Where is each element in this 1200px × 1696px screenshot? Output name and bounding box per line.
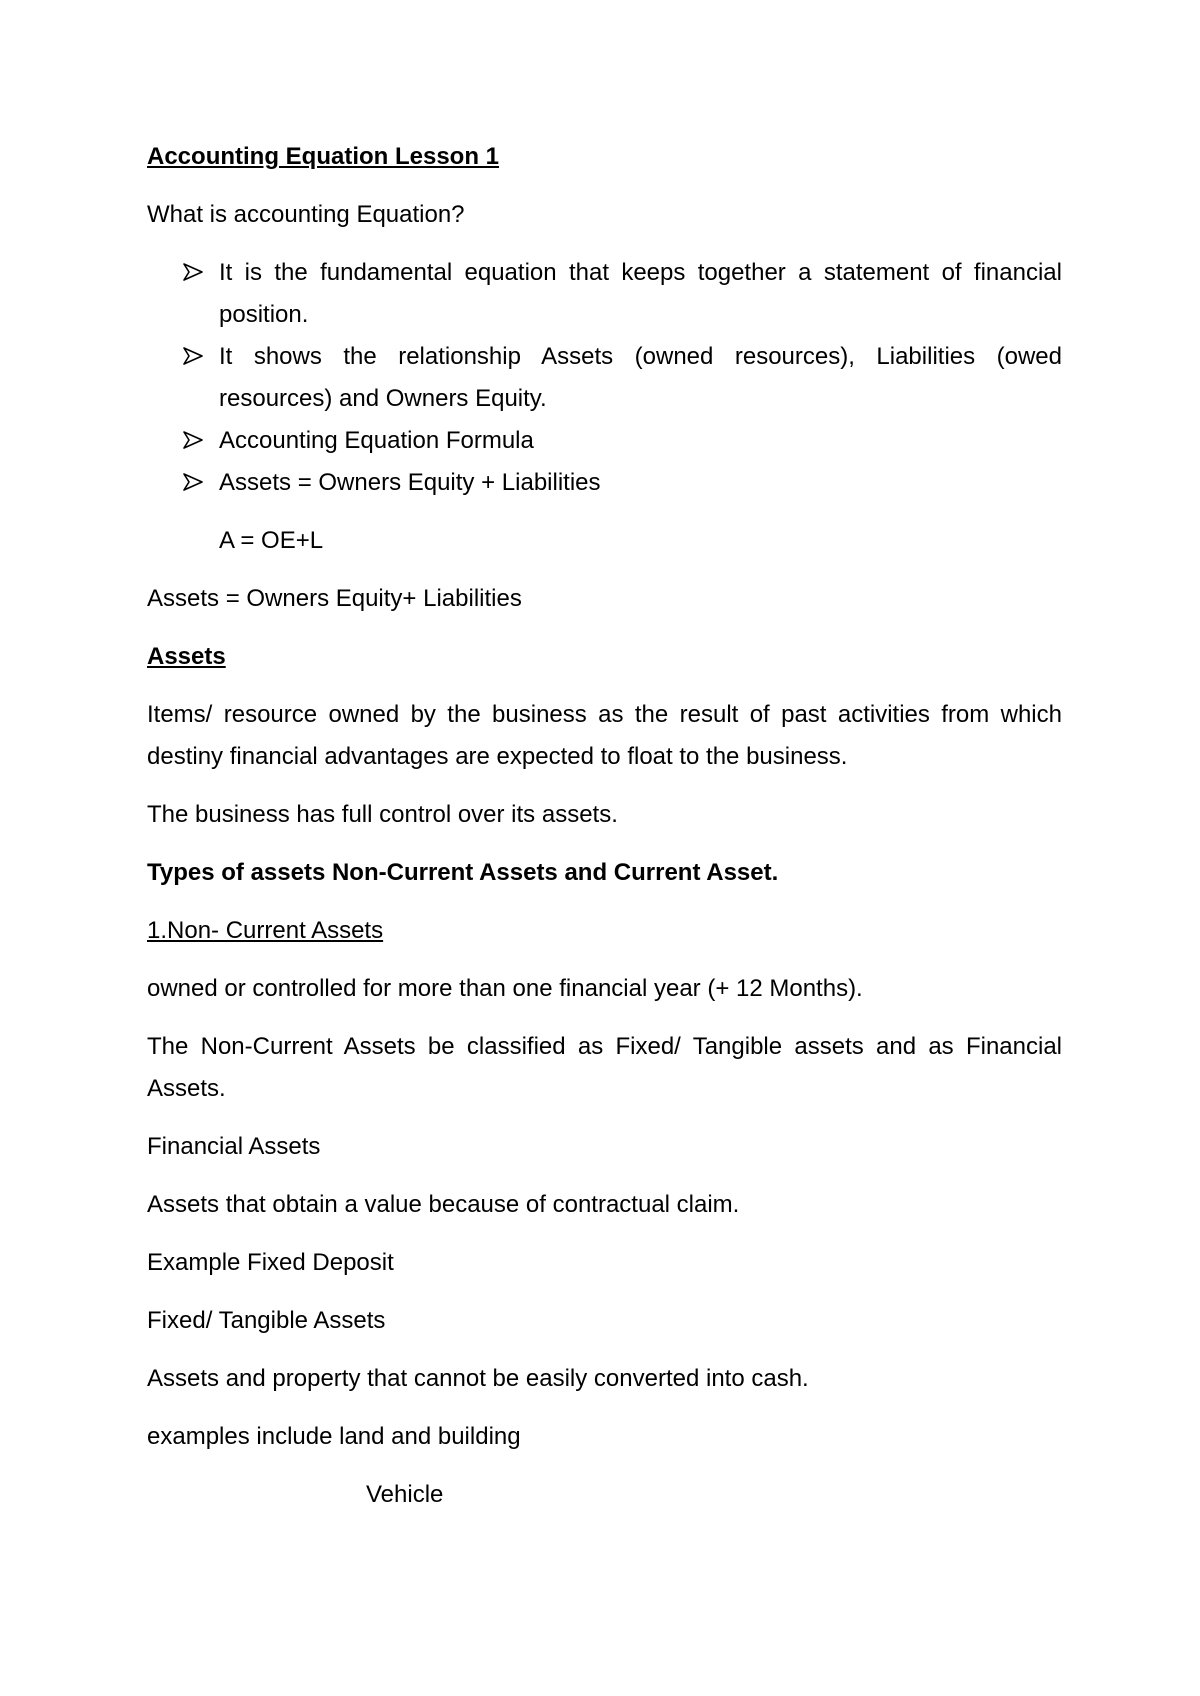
types-heading: Types of assets Non-Current Assets and Current Asset.: [147, 859, 779, 886]
formula-full: Assets = Owners Equity+ Liabilities: [147, 585, 522, 612]
arrowhead-bullet-icon: [183, 252, 209, 294]
question-text: What is accounting Equation?: [147, 201, 465, 228]
formula-short: A = OE+L: [219, 527, 324, 554]
fixed-assets-example-vehicle: Vehicle: [366, 1481, 444, 1508]
bullet-text: It is the fundamental equation that keeps together a statement of financial position.: [219, 259, 1062, 328]
bullet-item: [183, 336, 1062, 420]
noncurrent-classification: The Non-Current Assets be classified as Fixed/ Tangible assets and as Financial Assets.: [147, 1033, 1062, 1102]
arrowhead-bullet-icon: [183, 336, 209, 378]
financial-assets-definition: Assets that obtain a value because of contractual claim.: [147, 1191, 740, 1218]
noncurrent-definition: owned or controlled for more than one financial year (+ 12 Months).: [147, 975, 863, 1002]
noncurrent-heading: 1.Non- Current Assets: [147, 917, 384, 944]
arrowhead-bullet-icon: [183, 462, 209, 504]
bullet-text: Assets = Owners Equity + Liabilities: [219, 469, 601, 496]
bullet-list: [147, 252, 1062, 504]
bullet-text: Accounting Equation Formula: [219, 427, 534, 454]
bullet-text: It shows the relationship Assets (owned resources), Liabilities (owed resources) and Owners Equity.: [219, 343, 1062, 412]
arrowhead-bullet-icon: [183, 420, 209, 462]
financial-assets-example: Example Fixed Deposit: [147, 1249, 394, 1276]
financial-assets-heading: Financial Assets: [147, 1133, 321, 1160]
fixed-assets-definition: Assets and property that cannot be easily converted into cash.: [147, 1365, 809, 1392]
assets-control-text: The business has full control over its assets.: [147, 801, 618, 828]
assets-heading: Assets: [147, 643, 226, 670]
fixed-assets-examples: examples include land and building: [147, 1423, 521, 1450]
bullet-item: [183, 252, 1062, 336]
bullet-item: [183, 420, 1062, 462]
assets-definition: Items/ resource owned by the business as the result of past activities from which destiny financial advantages are expected to float to the business.: [147, 701, 1062, 770]
fixed-assets-heading: Fixed/ Tangible Assets: [147, 1307, 386, 1334]
document-title: Accounting Equation Lesson 1: [147, 143, 500, 170]
document-page: [147, 136, 1062, 1516]
bullet-item: [183, 462, 1062, 504]
